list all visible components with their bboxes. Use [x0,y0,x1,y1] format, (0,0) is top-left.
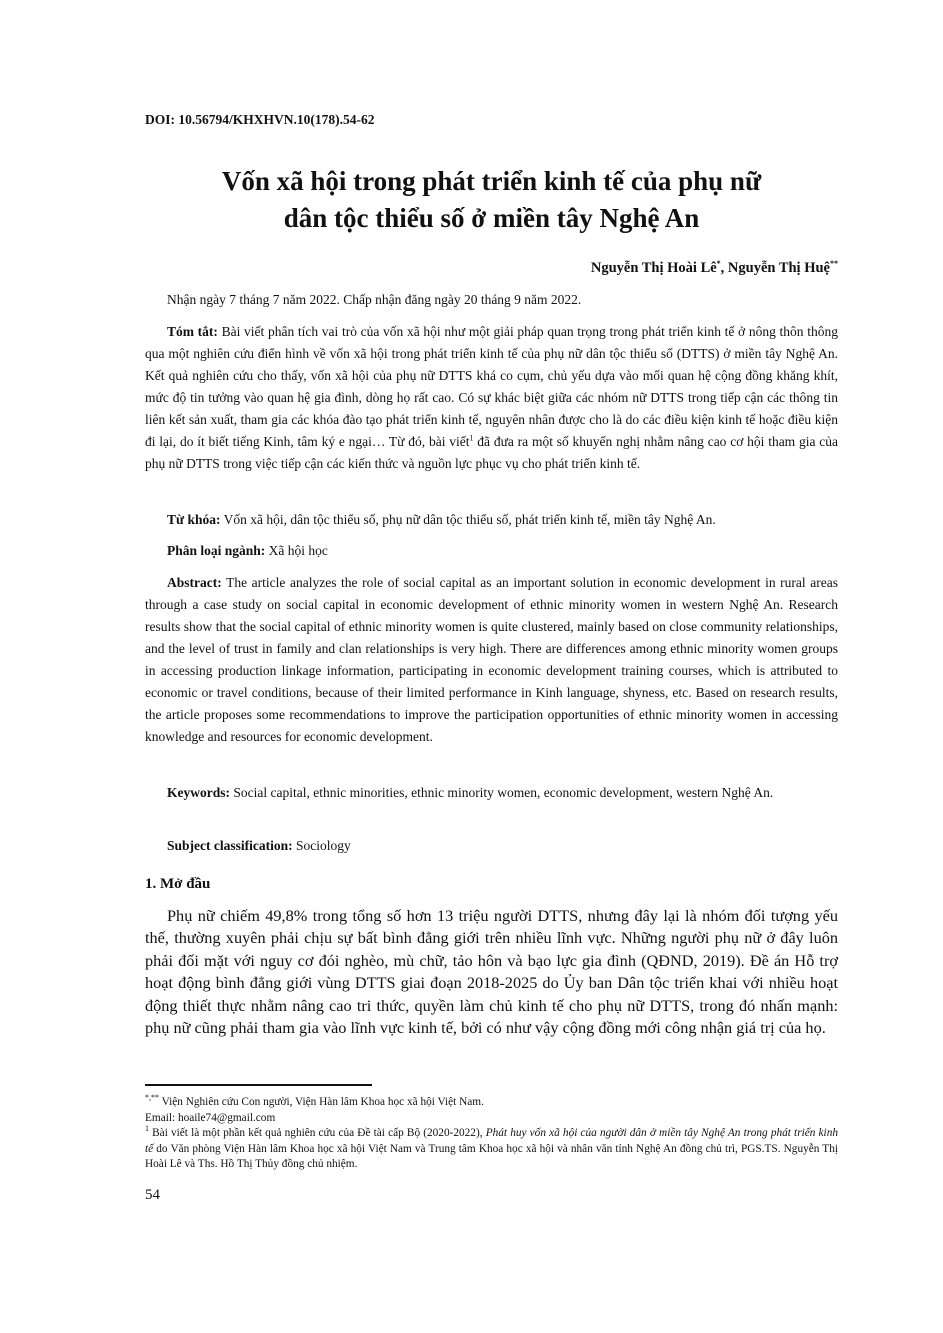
vietnamese-summary [145,321,838,475]
english-classification [145,835,838,857]
footnote-affiliation: Viện Nghiên cứu Con người, Viện Hàn lâm Khoa học xã hội Việt Nam. [159,1096,484,1108]
received-dates: Nhận ngày 7 tháng 7 năm 2022. Chấp nhận đăng ngày 20 tháng 9 năm 2022. [167,292,582,307]
author-1-mark: * [716,259,721,269]
english-keywords [145,782,838,804]
keywords-label: Từ khóa: [167,512,221,527]
doi: DOI: 10.56794/KHXHVN.10(178).54-62 [145,112,375,127]
section-heading: 1. Mở đầu [145,876,211,892]
author-1: Nguyễn Thị Hoài Lê [590,260,717,276]
footnote-divider [145,1084,372,1086]
section-body [145,905,838,1039]
body-paragraph: Phụ nữ chiếm 49,8% trong tổng số hơn 13 triệu người DTTS, nhưng đây lại là nhóm đối tượng yếu thế, thường xuyên phải chịu sự bất bình đẳng giới trên nhiều lĩnh vực. Những người phụ nữ ở đây luôn phải đối mặt với nguy cơ đói nghèo, mù chữ, tảo hôn và bạo lực gia đình (QĐND, 2019). Đề án Hỗ trợ hoạt động bình đẳng giới vùng DTTS giai đoạn 2018-2025 do Ủy ban Dân tộc triển khai với nhiều hoạt động thiết thực nhằm nâng cao tri thức, quyền làm chủ kinh tế cho phụ nữ DTTS, trong đó nhấn mạnh: phụ nữ cũng phải tham gia vào lĩnh vực kinh tế, bởi có như vậy cộng đồng mới công nhận giá trị của họ. [145,906,838,1038]
title-line-1: Vốn xã hội trong phát triển kinh tế của phụ nữ [221,166,762,196]
author-sep: , [720,260,728,276]
authors [145,260,838,277]
keywords-text: Vốn xã hội, dân tộc thiểu số, phụ nữ dân tộc thiểu số, phát triển kinh tế, miền tây Nghệ An. [220,512,716,527]
author-2: Nguyễn Thị Huệ [727,260,830,276]
summary-text: Bài viết phân tích vai trò của vốn xã hội như một giải pháp quan trọng trong phát triển kinh tế ở nông thôn thông qua một nghiên cứu điển hình về vốn xã hội trong phát triển kinh tế của phụ nữ dân tộc thiểu số (DTTS) ở miền tây Nghệ An. Kết quả nghiên cứu cho thấy, vốn xã hội của phụ nữ DTTS khá co cụm, chủ yếu dựa vào mối quan hệ cộng đồng khăng khít, mức độ tin tưởng vào quan hệ gia đình, dòng họ rất cao. Có sự khác biệt giữa các nhóm nữ DTTS trong tiếp cận các thông tin liên kết sản xuất, tham gia các khóa đào tạo phát triển kinh tế, nguyên nhân được cho là do các điều kiện kinh tế hoặc điều kiện đi lại, do ít biết tiếng Kinh, tâm ký e ngại… Từ đó, bài viết [145,324,838,449]
english-abstract [145,572,838,748]
page-number: 54 [145,1187,160,1203]
footnotes [145,1095,838,1173]
class-label: Phân loại ngành: [167,543,266,558]
en-class-text: Sociology [292,838,351,853]
fn-mark: *,** [145,1093,159,1103]
footnote-1-text-cont: do Văn phòng Viện Hàn lâm Khoa học xã hội Việt Nam và Trung tâm Khoa học xã hội và nhân văn tỉnh Nghệ An đồng chủ trì, PGS.TS. Nguyễn Thị Hoài Lê và Ths. Hồ Thị Thủy đồng chủ nhiệm. [145,1142,838,1170]
abstract-text: The article analyzes the role of social capital as an important solution in economic development in rural areas through a case study on social capital in economic development of ethnic minority women in western Nghệ An. Research results show that the social capital of ethnic minority women is quite clustered, mainly based on close community relationships, and the level of trust in family and clan relationships is very high. There are differences among ethnic minority women groups in accessing production linkage information, participating in economic development training courses, which is attributed to economic or travel conditions, because of their limited performance in Kinh language, shyness, etc. Based on research results, the article proposes some recommendations to improve the participation opportunities of ethnic minority women in accessing knowledge and resources for economic development. [145,575,838,744]
en-class-label: Subject classification: [167,838,293,853]
article-title [145,163,838,237]
author-2-mark: ** [830,259,838,269]
footnote-1-title: Phát huy vốn xã hội của người dân ở miền tây Nghệ An trong phát triển kinh tế [145,1127,838,1155]
class-text: Xã hội học [265,543,328,558]
summary-label: Tóm tắt: [167,324,218,339]
summary-text-cont: đã đưa ra một số khuyến nghị nhằm nâng cao cơ hội tham gia của phụ nữ DTTS trong việc tiếp cận các kiến thức và nguồn lực phục vụ cho phát triển kinh tế. [145,434,838,471]
vietnamese-keywords [145,509,838,531]
en-keywords-text: Social capital, ethnic minorities, ethnic minority women, economic development, western Nghệ An. [230,785,774,800]
abstract-label: Abstract: [167,575,222,590]
footnote-ref: 1 [469,433,474,443]
vietnamese-classification [145,540,838,562]
title-line-2: dân tộc thiểu số ở miền tây Nghệ An [283,203,700,233]
footnote-email: Email: hoaile74@gmail.com [145,1111,276,1124]
en-keywords-label: Keywords: [167,785,230,800]
footnote-1-text: Bài viết là một phần kết quả nghiên cứu của Đề tài cấp Bộ (2020-2022), [149,1127,486,1139]
fn-mark-1: 1 [145,1124,149,1134]
